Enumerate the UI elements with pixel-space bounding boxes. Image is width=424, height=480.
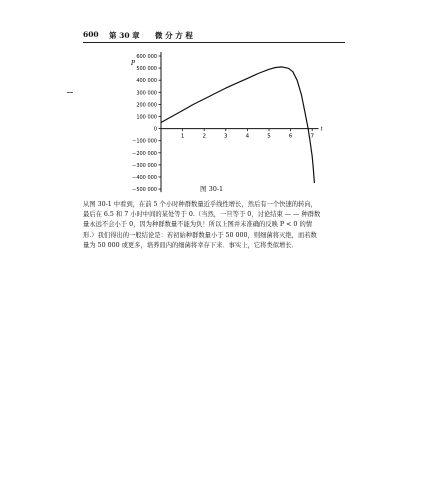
x-tick-label: 4 bbox=[245, 133, 250, 140]
y-tick-label: 600 000 bbox=[136, 54, 157, 60]
x-tick-label: 1 bbox=[180, 133, 185, 140]
x-tick-label: 6 bbox=[288, 133, 293, 140]
body-paragraph bbox=[83, 200, 347, 251]
x-tick-label: 5 bbox=[267, 133, 271, 140]
x-tick-label: 7 bbox=[310, 133, 314, 140]
page-number: 600 bbox=[83, 30, 99, 39]
y-tick-label: 500 000 bbox=[136, 66, 157, 73]
y-tick-label: −500 000 bbox=[132, 187, 157, 194]
y-tick-label: −200 000 bbox=[132, 150, 157, 157]
population-curve bbox=[161, 67, 314, 183]
y-tick-label: −400 000 bbox=[132, 175, 157, 181]
y-tick-label: 200 000 bbox=[136, 102, 157, 109]
x-axis-label: t bbox=[320, 126, 323, 133]
paragraph-line: 最后在 6.5 和 7 小时中间的某处等于 0.（当然，一旦等于 0，讨论结束 — — 种群数 bbox=[83, 211, 321, 219]
y-tick-label: −300 000 bbox=[132, 162, 157, 169]
y-tick-label: 300 000 bbox=[136, 90, 157, 97]
chapter-label: 第 30 章 bbox=[109, 31, 140, 40]
x-axis bbox=[161, 127, 324, 140]
y-tick-label: 0 bbox=[153, 126, 157, 133]
figure-30-1 bbox=[0, 0, 424, 200]
x-tick-label: 3 bbox=[224, 133, 228, 140]
paragraph-line: 形.）我们得出的一般结论是：若初始种群数量小于 50 000，则细菌将灭绝，而若数 bbox=[83, 231, 317, 239]
y-axis-label: P bbox=[131, 60, 136, 67]
x-tick-label: 2 bbox=[202, 133, 206, 140]
y-tick-label: −100 000 bbox=[132, 138, 157, 145]
y-tick-label: 400 000 bbox=[136, 78, 157, 85]
chapter-title: 微 分 方 程 bbox=[155, 31, 193, 40]
y-tick-label: 100 000 bbox=[136, 114, 157, 121]
paragraph-line: 量永远不会小于 0，因为种群数量不能为负！所以上图并未准确的反映 P < 0 的情 bbox=[83, 221, 313, 229]
series-group bbox=[161, 67, 314, 183]
figure-caption: 图 30-1 bbox=[200, 185, 224, 193]
paragraph-line: 从图 30-1 中看到，在前 5 个小时种群数量近乎线性增长，然后有一个快速的转向， bbox=[83, 201, 317, 208]
paragraph-line: 量为 50 000 或更多，培养皿内的细菌将幸存下来．事实上，它将类似增长． bbox=[83, 241, 298, 249]
y-axis bbox=[130, 52, 161, 193]
